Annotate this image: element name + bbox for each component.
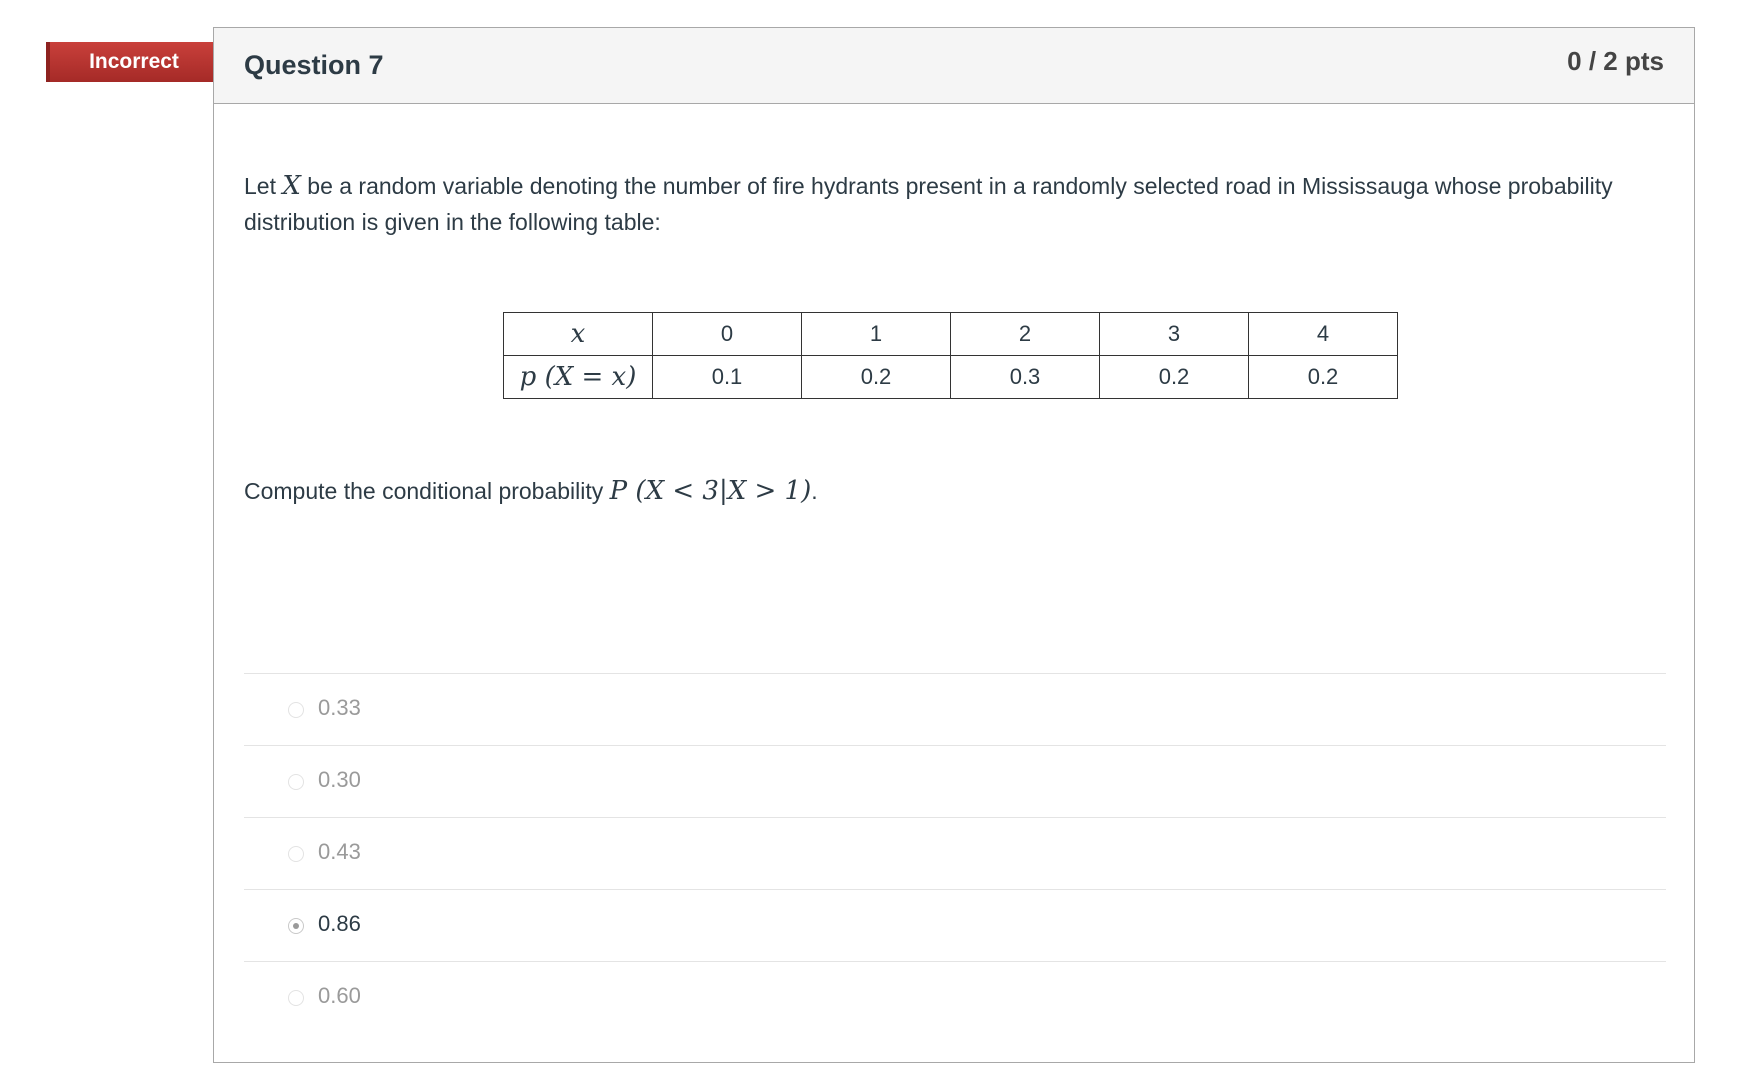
incorrect-flag [46, 42, 236, 82]
table-cell-x-0: 0 [653, 313, 802, 356]
answer-option-5[interactable] [244, 961, 1666, 1033]
prompt-end: . [811, 478, 818, 504]
table-cell-x-1: 1 [802, 313, 951, 356]
radio-button-selected[interactable] [288, 918, 304, 934]
question-points: 0 / 2 pts [1567, 46, 1664, 76]
table-cell-x-3: 3 [1100, 313, 1249, 356]
answer-option-4[interactable] [244, 889, 1666, 961]
answer-label: 0.43 [318, 839, 361, 864]
table-header-x: x [504, 313, 653, 356]
table-cell-p-3: 0.2 [1100, 356, 1249, 399]
incorrect-label: Incorrect [89, 50, 179, 73]
answer-option-2[interactable] [244, 745, 1666, 817]
table-cell-p-4: 0.2 [1249, 356, 1398, 399]
answer-option-1[interactable] [244, 673, 1666, 745]
radio-button[interactable] [288, 774, 304, 790]
question-header [214, 28, 1694, 104]
question-card [213, 27, 1695, 1063]
question-text-rest: be a random variable denoting the number of fire hydrants present in a randomly selected road in Mississauga whose probability distribution is given in the following table: [244, 173, 1613, 235]
table-cell-x-2: 2 [951, 313, 1100, 356]
table-row-x [504, 313, 1398, 356]
table-header-p: p (X = x) [504, 356, 653, 399]
question-prompt [244, 473, 818, 509]
table-row-p [504, 356, 1398, 399]
question-text-start: Let [244, 173, 276, 199]
table-cell-p-0: 0.1 [653, 356, 802, 399]
answer-list [244, 673, 1666, 1033]
answer-label: 0.30 [318, 767, 361, 792]
prompt-text: Compute the conditional probability [244, 478, 604, 504]
question-title: Question 7 [244, 50, 384, 80]
table-cell-p-1: 0.2 [802, 356, 951, 399]
answer-label: 0.33 [318, 695, 361, 720]
prompt-math: P (X < 3|X > 1) [609, 476, 812, 506]
question-text [244, 168, 1674, 240]
answer-option-3[interactable] [244, 817, 1666, 889]
distribution-table [503, 312, 1398, 399]
answer-label-selected: 0.86 [318, 911, 361, 936]
variable-x: X [282, 171, 301, 201]
table-cell-x-4: 4 [1249, 313, 1398, 356]
radio-button[interactable] [288, 990, 304, 1006]
radio-button[interactable] [288, 846, 304, 862]
answer-label: 0.60 [318, 983, 361, 1008]
table-cell-p-2: 0.3 [951, 356, 1100, 399]
radio-button[interactable] [288, 702, 304, 718]
